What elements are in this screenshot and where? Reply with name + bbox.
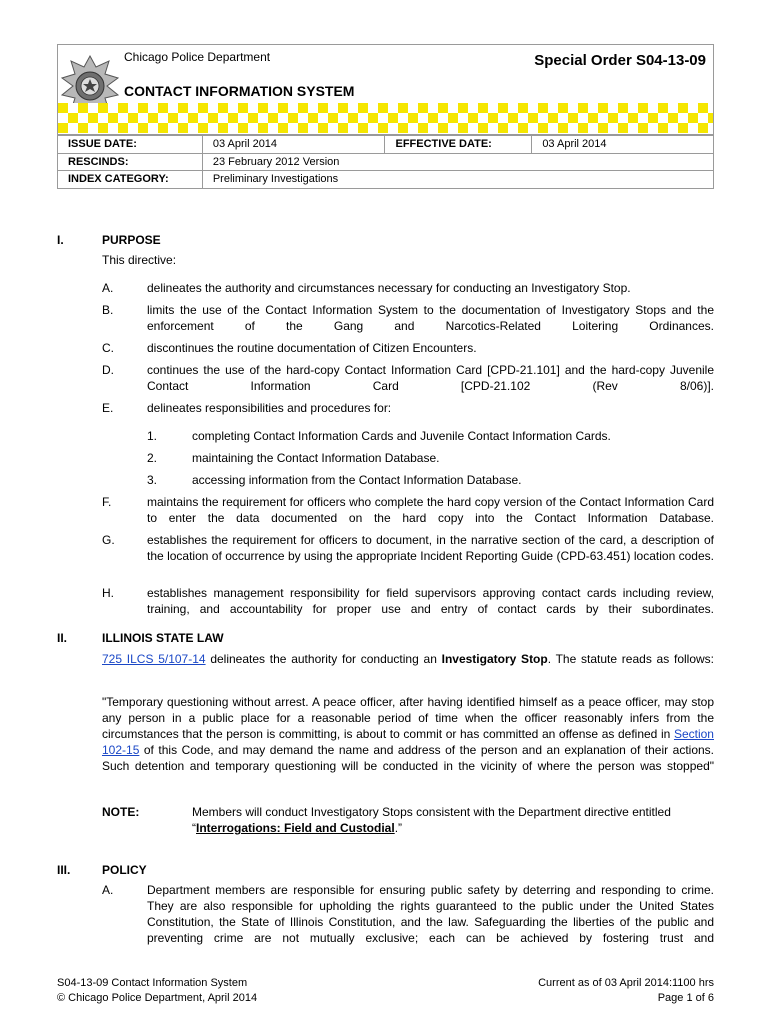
checker-square	[498, 123, 508, 133]
checker-square	[258, 123, 268, 133]
checker-square	[208, 123, 218, 133]
checker-square	[198, 113, 208, 123]
order-info-table	[57, 135, 714, 189]
checker-square	[158, 103, 168, 113]
note-reference: “Interrogations: Field and Custodial.”	[192, 821, 403, 835]
section-heading-illinois-state-law: ILLINOIS STATE LAW	[102, 631, 224, 645]
checker-square	[698, 103, 708, 113]
checker-square	[238, 103, 248, 113]
checker-square	[388, 123, 398, 133]
policy-paragraph: Department members are responsible for ensuring public safety by deterring and responding to crime. They are also responsible for upholding the rights guaranteed to the public under the United States Constitution, the State of Illinois Constitution, and the law. Safeguarding the liberties of the public and preventing crime are not mutually exclusive; each can be achieved by fostering trust and	[147, 883, 714, 945]
checker-square	[398, 123, 408, 133]
checker-square	[508, 123, 518, 133]
law-intro: 725 ILCS 5/107-14 delineates the authority for conducting an Investigatory Stop. The statute reads as follows:	[102, 652, 714, 666]
issue-date-label: ISSUE DATE:	[58, 136, 203, 154]
checker-square	[368, 123, 378, 133]
checker-square	[208, 103, 218, 113]
checker-square	[288, 123, 298, 133]
checker-square	[648, 103, 658, 113]
checker-square	[648, 123, 658, 133]
checker-square	[518, 113, 528, 123]
item-letter: A.	[102, 281, 114, 295]
checker-square	[118, 103, 128, 113]
checker-square	[68, 123, 78, 133]
checker-square	[78, 103, 88, 113]
footer-left	[57, 976, 257, 1006]
checker-square	[628, 113, 638, 123]
checker-square	[248, 113, 258, 123]
list-item: maintains the requirement for officers who complete the hard copy version of the Contact Information Card to enter the data documented on the hard copy into the Contact Information Database.	[147, 495, 714, 525]
checker-square	[218, 103, 228, 113]
checker-square	[498, 103, 508, 113]
checker-square	[628, 103, 638, 113]
checker-square	[278, 103, 288, 113]
footer-copyright: © Chicago Police Department, April 2014	[57, 992, 258, 1004]
checker-square	[238, 113, 248, 123]
checker-square	[478, 123, 488, 133]
item-letter: E.	[102, 401, 114, 415]
checker-square	[658, 113, 668, 123]
checker-square	[488, 113, 498, 123]
list-item: delineates the authority and circumstances necessary for conducting an Investigatory Stop.	[147, 281, 631, 295]
checker-square	[238, 123, 248, 133]
checker-square	[68, 113, 78, 123]
checker-square	[418, 103, 428, 113]
checker-square	[608, 123, 618, 133]
checker-square	[448, 113, 458, 123]
checker-square	[438, 103, 448, 113]
checker-square	[348, 123, 358, 133]
item-letter: C.	[102, 341, 114, 355]
checker-square	[428, 113, 438, 123]
checker-square	[278, 113, 288, 123]
checker-square	[148, 103, 158, 113]
checker-square	[558, 103, 568, 113]
checker-square	[248, 123, 258, 133]
checker-square	[418, 123, 428, 133]
footer-current-as-of: Current as of 03 April 2014:1100 hrs	[538, 977, 714, 989]
checker-square	[458, 103, 468, 113]
index-category-value: Preliminary Investigations	[202, 171, 713, 189]
checker-square	[418, 113, 428, 123]
checker-square	[158, 113, 168, 123]
checker-square	[378, 103, 388, 113]
checker-square	[378, 123, 388, 133]
checker-square	[588, 113, 598, 123]
note-label: NOTE:	[102, 805, 140, 819]
checker-square	[618, 113, 628, 123]
checker-square	[698, 113, 708, 123]
checker-square	[448, 103, 458, 113]
checker-square	[298, 123, 308, 133]
investigatory-stop-term: Investigatory Stop	[441, 652, 548, 666]
checker-square	[328, 103, 338, 113]
checker-square	[228, 103, 238, 113]
checker-square	[308, 113, 318, 123]
checker-square	[598, 103, 608, 113]
checker-square	[168, 113, 178, 123]
checker-square	[408, 123, 418, 133]
section-number: III.	[57, 863, 71, 877]
checker-square	[178, 103, 188, 113]
item-letter: D.	[102, 363, 114, 377]
list-item: establishes management responsibility for field supervisors approving contact cards including review, training, and accountability for proper use and entry of contact cards by their subordinates.	[147, 586, 714, 616]
checker-square	[698, 123, 708, 133]
checker-square	[658, 123, 668, 133]
list-item: limits the use of the Contact Information System to the documentation of Investigatory Stops and the enforcement of the Gang and Narcotics-Related Loitering Ordinances.	[147, 303, 714, 333]
index-category-label: INDEX CATEGORY:	[58, 171, 203, 189]
checker-square	[88, 103, 98, 113]
checker-square	[298, 103, 308, 113]
checker-square	[148, 123, 158, 133]
section-number: II.	[57, 631, 68, 645]
checker-square	[268, 123, 278, 133]
checker-square	[468, 113, 478, 123]
item-letter: A.	[102, 883, 114, 897]
statute-quote: "Temporary questioning without arrest. A peace officer, after having identified himself as a peace officer, may stop any person in a public place for a reasonable period of time when the officer reasonably infers from the circumstances that the person is committing, is about to commit or has committed an offense as defined in Section 102-15 of this Code, and may demand the name and address of the person and an explanation of their actions. Such detention and temporary questioning will be conducted in the vicinity of where the person was stopped"	[102, 695, 714, 773]
checker-square	[678, 123, 688, 133]
checker-square	[498, 113, 508, 123]
checker-square	[438, 123, 448, 133]
checker-square	[538, 103, 548, 113]
checker-square	[638, 113, 648, 123]
rescinds-value: 23 February 2012 Version	[202, 153, 713, 171]
note-text: Members will conduct Investigatory Stops consistent with the Department directive entitled	[192, 805, 671, 819]
checker-square	[638, 103, 648, 113]
checker-square	[98, 123, 108, 133]
checkered-band	[58, 103, 713, 133]
checker-square	[208, 113, 218, 123]
interrogations-directive-link[interactable]: Interrogations: Field and Custodial	[196, 821, 395, 835]
item-letter: F.	[102, 495, 112, 509]
list-item: establishes the requirement for officers to document, in the narrative section of the card, a description of the location of occurrence by using the appropriate Incident Reporting Guide (CPD-63.451) location codes.	[147, 533, 714, 563]
checker-square	[678, 113, 688, 123]
checker-square	[598, 113, 608, 123]
checker-square	[98, 113, 108, 123]
checker-square	[488, 103, 498, 113]
item-letter: B.	[102, 303, 114, 317]
checker-square	[568, 113, 578, 123]
checker-square	[398, 103, 408, 113]
checker-square	[178, 123, 188, 133]
special-order-number: Special Order S04-13-09	[534, 52, 706, 69]
checker-square	[318, 123, 328, 133]
checker-square	[128, 103, 138, 113]
checker-square	[628, 123, 638, 133]
checker-square	[448, 123, 458, 133]
checker-square	[478, 113, 488, 123]
checker-square	[538, 123, 548, 133]
checker-square	[568, 123, 578, 133]
checker-square	[278, 123, 288, 133]
checker-square	[148, 113, 158, 123]
checker-square	[58, 113, 68, 123]
checker-square	[308, 103, 318, 113]
checker-square	[198, 123, 208, 133]
checker-square	[468, 123, 478, 133]
checker-square	[608, 103, 618, 113]
checker-square	[578, 113, 588, 123]
checker-square	[458, 113, 468, 123]
checker-square	[88, 123, 98, 133]
checker-square	[528, 123, 538, 133]
checker-square	[428, 123, 438, 133]
footer-right	[538, 976, 714, 1006]
checker-square	[168, 103, 178, 113]
checker-square	[548, 123, 558, 133]
checker-square	[328, 113, 338, 123]
checker-square	[298, 113, 308, 123]
checker-square	[518, 103, 528, 113]
checker-square	[518, 123, 528, 133]
checker-square	[568, 103, 578, 113]
checker-square	[228, 113, 238, 123]
checker-square	[138, 113, 148, 123]
checker-square	[318, 103, 328, 113]
checker-square	[128, 113, 138, 123]
checker-square	[348, 103, 358, 113]
list-item: accessing information from the Contact Information Database.	[192, 473, 522, 487]
effective-date-label: EFFECTIVE DATE:	[385, 136, 532, 154]
checker-square	[188, 123, 198, 133]
rescinds-label: RESCINDS:	[58, 153, 203, 171]
list-item: delineates responsibilities and procedures for:	[147, 401, 392, 415]
subitem-number: 2.	[147, 451, 158, 465]
checker-square	[288, 103, 298, 113]
statute-link[interactable]: 725 ILCS 5/107-14	[102, 652, 206, 666]
checker-square	[548, 113, 558, 123]
checker-square	[438, 113, 448, 123]
checker-square	[528, 103, 538, 113]
checker-square	[368, 113, 378, 123]
checker-square	[668, 113, 678, 123]
table-row	[58, 136, 714, 154]
subitem-number: 1.	[147, 429, 158, 443]
checker-square	[118, 123, 128, 133]
checker-square	[158, 123, 168, 133]
section-heading-policy: POLICY	[102, 863, 147, 877]
checker-square	[378, 113, 388, 123]
purpose-intro: This directive:	[102, 253, 177, 267]
section-heading-purpose: PURPOSE	[102, 233, 161, 247]
checker-square	[458, 123, 468, 133]
checker-square	[358, 123, 368, 133]
checker-square	[578, 103, 588, 113]
checker-square	[588, 123, 598, 133]
checker-square	[358, 103, 368, 113]
checker-square	[428, 103, 438, 113]
checker-square	[58, 123, 68, 133]
checker-square	[118, 113, 128, 123]
checker-square	[668, 103, 678, 113]
checker-square	[108, 103, 118, 113]
checker-square	[398, 113, 408, 123]
checker-square	[178, 113, 188, 123]
checker-square	[248, 103, 258, 113]
checker-square	[358, 113, 368, 123]
checker-square	[168, 123, 178, 133]
checker-square	[678, 103, 688, 113]
checker-square	[578, 123, 588, 133]
checker-square	[548, 103, 558, 113]
checker-square	[108, 123, 118, 133]
footer-directive: S04-13-09 Contact Information System	[57, 977, 248, 989]
checker-square	[348, 113, 358, 123]
checker-square	[268, 103, 278, 113]
checker-square	[88, 113, 98, 123]
checker-square	[198, 103, 208, 113]
issue-date-value: 03 April 2014	[202, 136, 385, 154]
list-item: continues the use of the hard-copy Contact Information Card [CPD-21.101] and the hard-copy Juvenile Contact Information Card [CPD-21.102 (Rev 8/06)].	[147, 363, 714, 393]
item-letter: G.	[102, 533, 115, 547]
checker-square	[708, 123, 713, 133]
footer-page-number: Page 1 of 6	[657, 992, 714, 1004]
checker-square	[338, 113, 348, 123]
table-row	[58, 153, 714, 171]
effective-date-value: 03 April 2014	[532, 136, 714, 154]
document-header	[57, 44, 714, 135]
checker-square	[188, 103, 198, 113]
checker-square	[588, 103, 598, 113]
checker-square	[528, 113, 538, 123]
checker-square	[408, 113, 418, 123]
checker-square	[138, 103, 148, 113]
checker-square	[188, 113, 198, 123]
checker-square	[508, 103, 518, 113]
checker-square	[58, 103, 68, 113]
checker-square	[618, 123, 628, 133]
checker-square	[668, 123, 678, 133]
checker-square	[258, 113, 268, 123]
checker-square	[368, 103, 378, 113]
document-title: CONTACT INFORMATION SYSTEM	[124, 83, 355, 99]
item-letter: H.	[102, 586, 114, 600]
checker-square	[558, 123, 568, 133]
checker-square	[338, 103, 348, 113]
checker-square	[538, 113, 548, 123]
checker-square	[218, 123, 228, 133]
checker-square	[558, 113, 568, 123]
checker-square	[488, 123, 498, 133]
list-item: completing Contact Information Cards and Juvenile Contact Information Cards.	[192, 429, 611, 443]
checker-square	[688, 113, 698, 123]
checker-square	[138, 123, 148, 133]
checker-square	[218, 113, 228, 123]
checker-square	[508, 113, 518, 123]
list-item: discontinues the routine documentation of Citizen Encounters.	[147, 341, 477, 355]
checker-square	[688, 123, 698, 133]
checker-square	[468, 103, 478, 113]
checker-square	[98, 103, 108, 113]
list-item: maintaining the Contact Information Database.	[192, 451, 440, 465]
checker-square	[608, 113, 618, 123]
checker-square	[638, 123, 648, 133]
checker-square	[648, 113, 658, 123]
checker-square	[708, 113, 713, 123]
checker-square	[388, 103, 398, 113]
checker-square	[258, 103, 268, 113]
checker-square	[78, 113, 88, 123]
checker-square	[478, 103, 488, 113]
checker-square	[288, 113, 298, 123]
checker-square	[388, 113, 398, 123]
checker-square	[328, 123, 338, 133]
checker-square	[78, 123, 88, 133]
checker-square	[228, 123, 238, 133]
checker-square	[268, 113, 278, 123]
checker-square	[318, 113, 328, 123]
checker-square	[658, 103, 668, 113]
section-number: I.	[57, 233, 64, 247]
checker-square	[308, 123, 318, 133]
checker-square	[598, 123, 608, 133]
checker-square	[108, 113, 118, 123]
department-name: Chicago Police Department	[124, 50, 271, 64]
checker-square	[618, 103, 628, 113]
checker-square	[408, 103, 418, 113]
checker-square	[688, 103, 698, 113]
checker-square	[128, 123, 138, 133]
checker-square	[708, 103, 713, 113]
checker-square	[68, 103, 78, 113]
checker-square	[338, 123, 348, 133]
table-row	[58, 171, 714, 189]
subitem-number: 3.	[147, 473, 158, 487]
section-102-15-link[interactable]: Section 102-15	[102, 727, 714, 757]
